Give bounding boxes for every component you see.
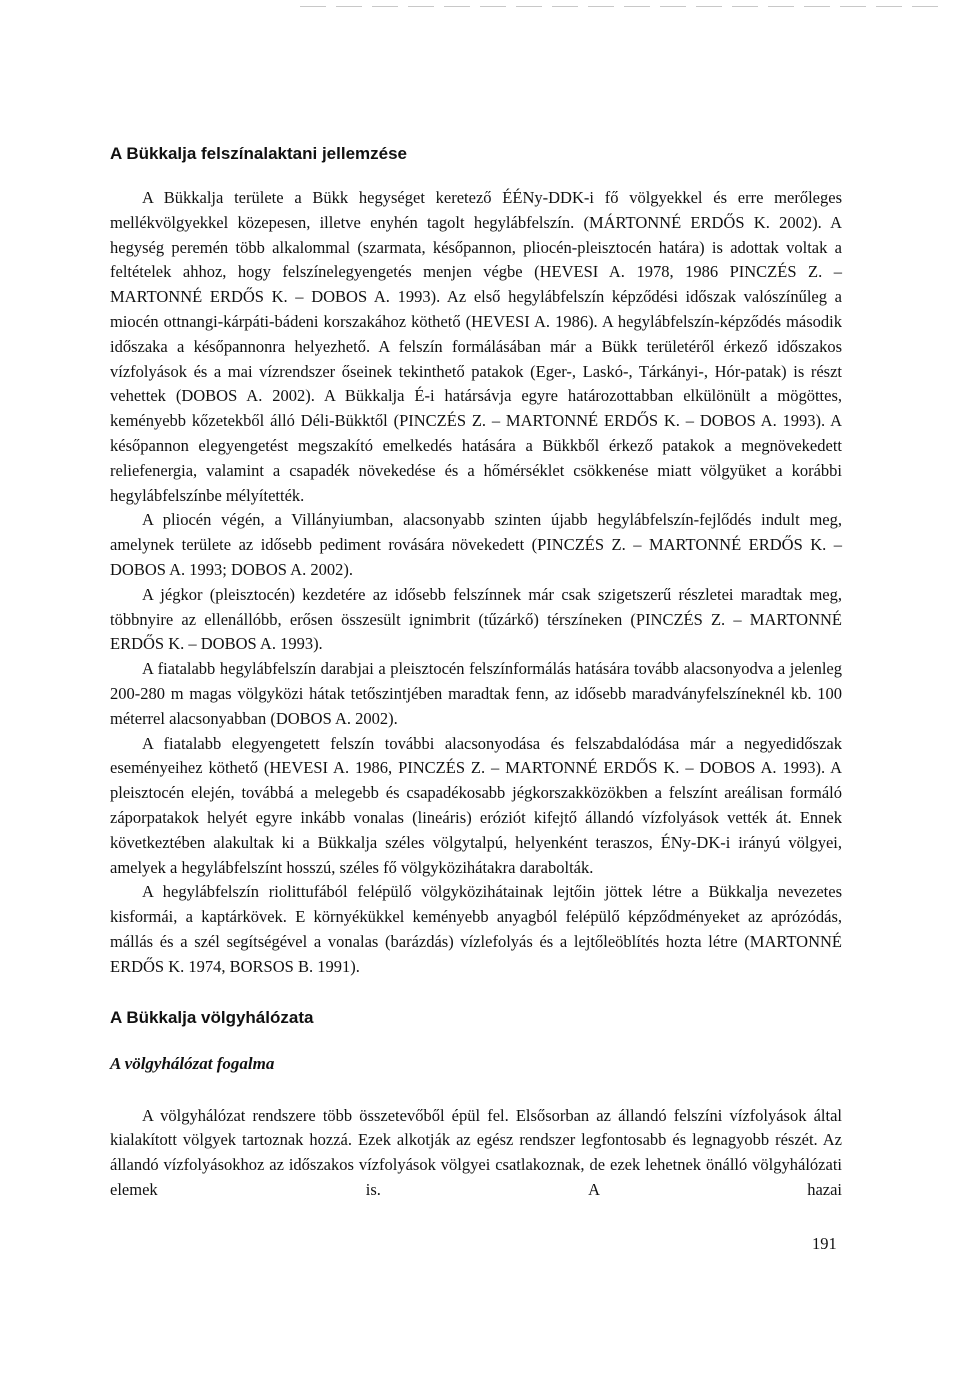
paragraph: A fiatalabb hegylábfelszín darabjai a pleisztocén felszínformálás hatására tovább alacsonyodva a jelenleg 200-280 m magas völgyközi hátak tetőszintjében maradtak fenn, az idősebb maradványfelszíneknél kb. 100 méterrel alacsonyabban (DOBOS A. 2002). <box>110 659 842 728</box>
subsection-heading-valley-network-concept: A völgyhálózat fogalma <box>110 1053 275 1073</box>
section-heading-geomorphology: A Bükkalja felszínalaktani jellemzése <box>110 144 408 163</box>
paragraph: A Bükkalja területe a Bükk hegységet keretező ÉÉNy-DDK-i fő völgyekkel és erre merőleges mellékvölgyekkel közepesen, illetve enyhén tagolt hegylábfelszín. (MÁRTONNÉ ERDŐS K. 2002). A hegység peremén több alkalommal (szarmata, későpannon, pliocén-pleisztocén határa) is adottak voltak a feltételek ahhoz, hogy felszínelegyengetés menjen végbe (HEVESI A. 1978, 1986 PINCZÉS Z. – MARTONNÉ ERDŐS K. – DOBOS A. 1993). Az első hegylábfelszín képződési időszak valószínűleg a miocén ottnangi-kárpáti-bádeni korszakához köthető (HEVESI A. 1986). A hegylábfelszín-képződés második időszaka a későpannonra helyezhető. A felszín formálásában már a Bükk területéről érkező időszakos vízfolyások és a mai vízrendszer őseinek tekinthető patakok (Eger-, Laskó-, Tárkányi-, Hór-patak) is részt vehettek (DOBOS A. 2002). A Bükkalja É-i határsávja egyre határozottabban elkülönült a mögöttes, keményebb kőzetekből álló Déli-Bükktől (PINCZÉS Z. – MARTONNÉ ERDŐS K. – DOBOS A. 1993). A későpannon elegyengetést megszakító emelkedés hatására a Bükkből érkező patakok a megnövekedett reliefenergia, valamint a csapadék növekedése és a hőmérséklet csökkenése miatt völgyüket a korábbi hegylábfelszínbe mélyítették. <box>110 188 842 505</box>
scan-edge-line <box>300 6 940 7</box>
page-number: 191 <box>812 1234 837 1253</box>
paragraph: A völgyhálózat rendszere több összetevőből épül fel. Elsősorban az állandó felszíni vízfolyások által kialakított völgyek tartoznak hozzá. Ezek alkotják az egész rendszer legfontosabb és legnagyobb részét. Az állandó vízfolyásokhoz az időszakos vízfolyások völgyei csatlakoznak, de ezek lehetnek önálló völgyhálózati elemek is. A hazai <box>110 1105 842 1199</box>
document-page <box>110 142 842 1203</box>
paragraph: A jégkor (pleisztocén) kezdetére az idősebb felszínnek már csak szigetszerű részletei maradtak meg, többnyire az ellenállóbb, erősen összesült ignimbrit (tűzárkő) térszíneken (PINCZÉS Z. – MARTONNÉ ERDŐS K. – DOBOS A. 1993). <box>110 584 842 654</box>
paragraph: A pliocén végén, a Villányiumban, alacsonyabb szinten újabb hegylábfelszín-fejlődés indult meg, amelynek területe az idősebb pediment rovására növekedett (PINCZÉS Z. – MARTONNÉ ERDŐS K. – DOBOS A. 1993; DOBOS A. 2002). <box>110 510 842 579</box>
paragraph: A fiatalabb elegyengetett felszín további alacsonyodása és felszabdalódása már a negyedidőszak eseményeihez köthető (HEVESI A. 1986, PINCZÉS Z. – MARTONNÉ ERDŐS K. – DOBOS A. 1993). A pleisztocén elején, továbbá a melegebb és csapadékosabb jégkorszakközökben a felszínt areálisan formáló záporpatakok helyét egyre inkább vonalas (lineáris) eróziót kifejtő állandó vízfolyások vették át. Ennek következtében alakultak ki a Bükkalja széles völgytalpú, helyenként teraszos, ÉNy-DK-i irányú völgyei, amelyek a hegylábfelszínt hosszú, széles fő völgyközihátakra darabolták. <box>110 733 842 877</box>
paragraph: A hegylábfelszín riolittufából felépülő völgyközihátainak lejtőin jöttek létre a Bükkalja nevezetes kisformái, a kaptárkövek. E környékükkel keményebb anyagból felépülő képződményeket az aprózódás, mállás és a szél segítségével a vonalas (barázdás) vízlefolyás és a lejtőleöblítés hozta létre (MARTONNÉ ERDŐS K. 1974, BORSOS B. 1991). <box>110 882 842 976</box>
section-heading-valley-network: A Bükkalja völgyhálózata <box>110 1007 314 1027</box>
